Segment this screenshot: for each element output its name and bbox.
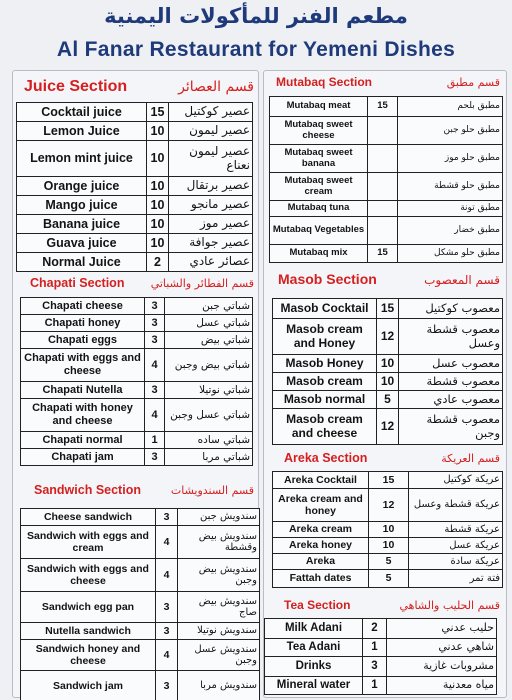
tea-section-header: [284, 598, 500, 612]
sandwich-section-title-arabic: قسم السندويشات: [170, 484, 254, 497]
item-price: 12: [377, 409, 399, 445]
item-name-arabic: معصوب قشطة: [399, 373, 503, 391]
item-price: 3: [156, 509, 178, 526]
tea-menu-table: [264, 618, 497, 695]
menu-item-row: [21, 623, 260, 640]
chapati-menu-table: [20, 297, 253, 466]
menu-item-row: [270, 97, 503, 117]
item-price: 3: [156, 592, 178, 623]
item-name-arabic: شباتي مربا: [165, 449, 253, 466]
menu-item-row: [17, 103, 253, 122]
item-name: Cheese sandwich: [21, 509, 156, 526]
item-price: 10: [147, 234, 169, 253]
item-price: 4: [145, 399, 165, 432]
item-name-arabic: عريكة عسل: [409, 538, 503, 554]
item-name: Nutella sandwich: [21, 623, 156, 640]
menu-item-row: [17, 141, 253, 177]
item-name-arabic: شباتي عسل: [165, 315, 253, 332]
item-price: [368, 145, 398, 173]
item-name-arabic: عصير كوكتيل: [169, 103, 253, 122]
menu-item-row: [270, 217, 503, 245]
item-name: Masob cream: [273, 373, 377, 391]
item-name: Chapati normal: [21, 432, 145, 449]
item-price: [368, 201, 398, 217]
item-price: [368, 117, 398, 145]
item-name: Banana juice: [17, 215, 147, 234]
item-price: 4: [145, 349, 165, 382]
item-name-arabic: سندويش بيض صاج: [178, 592, 260, 623]
menu-item-row: [17, 196, 253, 215]
item-name-arabic: مطبق بلحم: [398, 97, 503, 117]
menu-item-row: [21, 559, 260, 592]
item-price: 3: [145, 332, 165, 349]
menu-item-row: [273, 522, 503, 538]
menu-item-row: [17, 177, 253, 196]
item-name-arabic: شباتي عسل وجبن: [165, 399, 253, 432]
item-price: 3: [363, 657, 387, 677]
item-price: 2: [363, 619, 387, 639]
menu-item-row: [273, 391, 503, 409]
sandwich-menu-table: [20, 508, 260, 700]
item-name: Orange juice: [17, 177, 147, 196]
item-name: Chapati jam: [21, 449, 145, 466]
item-name: Milk Adani: [265, 619, 363, 639]
masob-section-header: [278, 271, 500, 287]
item-name-arabic: سندويش بيض وقشطة: [178, 526, 260, 559]
item-name-arabic: عصير مانجو: [169, 196, 253, 215]
item-name-arabic: شباتي بيض: [165, 332, 253, 349]
item-name: Areka cream and honey: [273, 489, 369, 522]
masob-menu-table: [272, 298, 503, 445]
item-price: 5: [369, 570, 409, 588]
item-name: Mutabaq sweet banana: [270, 145, 368, 173]
item-name: Mango juice: [17, 196, 147, 215]
item-price: 10: [147, 196, 169, 215]
menu-item-row: [21, 315, 253, 332]
item-price: 15: [147, 103, 169, 122]
item-name: Cocktail juice: [17, 103, 147, 122]
menu-item-row: [273, 570, 503, 588]
menu-item-row: [270, 117, 503, 145]
juice-section-title-arabic: قسم العصائر: [178, 79, 254, 95]
item-name: Chapati eggs: [21, 332, 145, 349]
masob-section-title: Masob Section: [278, 271, 377, 287]
item-name: Sandwich with eggs and cheese: [21, 559, 156, 592]
item-name: Mineral water: [265, 677, 363, 695]
item-name-arabic: سندويش نوتيلا: [178, 623, 260, 640]
item-name-arabic: مطبق تونة: [398, 201, 503, 217]
menu-item-row: [21, 332, 253, 349]
menu-item-row: [21, 449, 253, 466]
item-name: Areka honey: [273, 538, 369, 554]
item-name: Chapati Nutella: [21, 382, 145, 399]
areka-menu-table: [272, 471, 503, 588]
item-price: 4: [156, 526, 178, 559]
item-name-arabic: مطبق حلو مشكل: [398, 245, 503, 263]
menu-item-row: [270, 201, 503, 217]
item-name-arabic: عصير جوافة: [169, 234, 253, 253]
item-name: Chapati with eggs and cheese: [21, 349, 145, 382]
menu-item-row: [270, 245, 503, 263]
item-name-arabic: مطبق حلو جبن: [398, 117, 503, 145]
item-name-arabic: عريكة قشطة وعسل: [409, 489, 503, 522]
menu-item-row: [21, 298, 253, 315]
item-name-arabic: سندويش مربا: [178, 671, 260, 700]
menu-item-row: [273, 554, 503, 570]
item-name: Lemon Juice: [17, 122, 147, 141]
menu-item-row: [21, 640, 260, 671]
sandwich-section-title: Sandwich Section: [34, 483, 141, 497]
menu-item-row: [17, 234, 253, 253]
restaurant-title-arabic: مطعم الفنر للمأكولات اليمنية: [104, 4, 408, 28]
areka-section-title: Areka Section: [284, 451, 368, 465]
item-name: Tea Adani: [265, 639, 363, 657]
areka-section-title-arabic: قسم العريكة: [441, 452, 500, 465]
menu-item-row: [265, 639, 497, 657]
chapati-section-title-arabic: قسم الفطائر والشباتي: [150, 277, 254, 290]
item-name: Normal Juice: [17, 253, 147, 272]
menu-item-row: [273, 538, 503, 554]
item-name-arabic: معصوب قشطة وعسل: [399, 319, 503, 355]
menu-item-row: [270, 173, 503, 201]
menu-item-row: [21, 349, 253, 382]
item-name-arabic: شباتي جبن: [165, 298, 253, 315]
item-name-arabic: حليب عدني: [387, 619, 497, 639]
mutabaq-menu-table: [269, 96, 503, 263]
item-name: Masob Honey: [273, 355, 377, 373]
item-name-arabic: عصير برتقال: [169, 177, 253, 196]
item-price: 1: [363, 677, 387, 695]
item-name-arabic: عصائر عادي: [169, 253, 253, 272]
item-price: 5: [377, 391, 399, 409]
item-price: 3: [156, 671, 178, 700]
juice-section-header: [24, 78, 254, 96]
item-name-arabic: سندويش جبن: [178, 509, 260, 526]
item-price: 10: [369, 538, 409, 554]
item-name: Sandwich honey and cheese: [21, 640, 156, 671]
menu-item-row: [17, 253, 253, 272]
item-name-arabic: سندويش عسل وجبن: [178, 640, 260, 671]
menu-item-row: [21, 592, 260, 623]
menu-item-row: [273, 409, 503, 445]
item-name-arabic: عصير موز: [169, 215, 253, 234]
item-price: 10: [369, 522, 409, 538]
item-name-arabic: مطبق حلو قشطة: [398, 173, 503, 201]
item-price: 10: [377, 373, 399, 391]
item-name: Masob cream and Honey: [273, 319, 377, 355]
item-name-arabic: عصير ليمون نعناع: [169, 141, 253, 177]
item-name: Areka Cocktail: [273, 472, 369, 489]
item-price: 4: [156, 640, 178, 671]
item-name-arabic: مشروبات غازية: [387, 657, 497, 677]
menu-item-row: [17, 215, 253, 234]
item-name-arabic: سندويش بيض وجبن: [178, 559, 260, 592]
juice-section-title: Juice Section: [24, 78, 128, 95]
item-price: 15: [368, 245, 398, 263]
item-name-arabic: معصوب قشطة وجبن: [399, 409, 503, 445]
item-name-arabic: شباتي بيض وجبن: [165, 349, 253, 382]
item-name-arabic: شباتي نوتيلا: [165, 382, 253, 399]
item-name: Sandwich jam: [21, 671, 156, 700]
item-name: Sandwich egg pan: [21, 592, 156, 623]
item-name-arabic: عريكة قشطة: [409, 522, 503, 538]
item-name-arabic: شاهي عدني: [387, 639, 497, 657]
tea-section-title: Tea Section: [284, 598, 351, 612]
item-name: Sandwich with eggs and cream: [21, 526, 156, 559]
masob-section-title-arabic: قسم المعصوب: [424, 273, 500, 287]
mutabaq-section-title-arabic: قسم مطبق: [446, 76, 500, 89]
menu-item-row: [273, 319, 503, 355]
item-name: Mutabaq meat: [270, 97, 368, 117]
item-name: Mutabaq sweet cheese: [270, 117, 368, 145]
item-price: 4: [156, 559, 178, 592]
item-price: [368, 173, 398, 201]
menu-item-row: [21, 382, 253, 399]
item-name-arabic: فتة تمر: [409, 570, 503, 588]
item-name: Drinks: [265, 657, 363, 677]
item-price: 10: [377, 355, 399, 373]
menu-item-row: [273, 355, 503, 373]
menu-item-row: [21, 509, 260, 526]
item-name: Masob normal: [273, 391, 377, 409]
menu-item-row: [273, 299, 503, 319]
item-name: Areka: [273, 554, 369, 570]
menu-item-row: [21, 671, 260, 700]
item-price: 10: [147, 215, 169, 234]
item-price: 10: [147, 177, 169, 196]
item-name-arabic: معصوب عادي: [399, 391, 503, 409]
item-name: Masob Cocktail: [273, 299, 377, 319]
item-price: 12: [377, 319, 399, 355]
menu-item-row: [21, 399, 253, 432]
item-price: 15: [369, 472, 409, 489]
menu-item-row: [21, 432, 253, 449]
item-price: 3: [145, 449, 165, 466]
menu-item-row: [270, 145, 503, 173]
item-name-arabic: عريكة سادة: [409, 554, 503, 570]
item-name: Mutabaq mix: [270, 245, 368, 263]
item-name-arabic: شباتي ساده: [165, 432, 253, 449]
item-price: 3: [156, 623, 178, 640]
menu-item-row: [273, 373, 503, 391]
menu-item-row: [265, 677, 497, 695]
item-name: Lemon mint juice: [17, 141, 147, 177]
item-price: 3: [145, 315, 165, 332]
item-price: 12: [369, 489, 409, 522]
restaurant-title-english: Al Fanar Restaurant for Yemeni Dishes: [56, 38, 456, 61]
item-name: Areka cream: [273, 522, 369, 538]
mutabaq-section-title: Mutabaq Section: [276, 75, 373, 89]
item-price: 1: [363, 639, 387, 657]
item-name: Fattah dates: [273, 570, 369, 588]
item-name-arabic: معصوب عسل: [399, 355, 503, 373]
chapati-section-title: Chapati Section: [30, 276, 125, 290]
item-name: Guava juice: [17, 234, 147, 253]
item-name-arabic: مطبق خضار: [398, 217, 503, 245]
item-price: 5: [369, 554, 409, 570]
juice-menu-table: [16, 102, 253, 272]
item-name: Mutabaq Vegetables: [270, 217, 368, 245]
areka-section-header: [284, 451, 500, 465]
item-name-arabic: مطبق حلو موز: [398, 145, 503, 173]
chapati-section-header: [30, 276, 254, 290]
item-name-arabic: عريكة كوكتيل: [409, 472, 503, 489]
menu-item-row: [273, 472, 503, 489]
item-price: 3: [145, 382, 165, 399]
item-price: 3: [145, 298, 165, 315]
item-price: 15: [368, 97, 398, 117]
item-name-arabic: مياه معدنية: [387, 677, 497, 695]
item-name: Mutabaq sweet cream: [270, 173, 368, 201]
item-name-arabic: عصير ليمون: [169, 122, 253, 141]
item-price: 10: [147, 122, 169, 141]
item-name-arabic: معصوب كوكتيل: [399, 299, 503, 319]
menu-item-row: [17, 122, 253, 141]
item-price: [368, 217, 398, 245]
menu-item-row: [273, 489, 503, 522]
item-name: Mutabaq tuna: [270, 201, 368, 217]
mutabaq-section-header: [276, 75, 500, 89]
menu-item-row: [265, 619, 497, 639]
menu-item-row: [265, 657, 497, 677]
tea-section-title-arabic: قسم الحليب والشاهي: [399, 599, 500, 612]
item-price: 15: [377, 299, 399, 319]
item-name: Chapati cheese: [21, 298, 145, 315]
item-name: Chapati honey: [21, 315, 145, 332]
sandwich-section-header: [34, 483, 254, 497]
item-name: Chapati with honey and cheese: [21, 399, 145, 432]
menu-item-row: [21, 526, 260, 559]
item-price: 2: [147, 253, 169, 272]
item-name: Masob cream and cheese: [273, 409, 377, 445]
item-price: 10: [147, 141, 169, 177]
item-price: 1: [145, 432, 165, 449]
